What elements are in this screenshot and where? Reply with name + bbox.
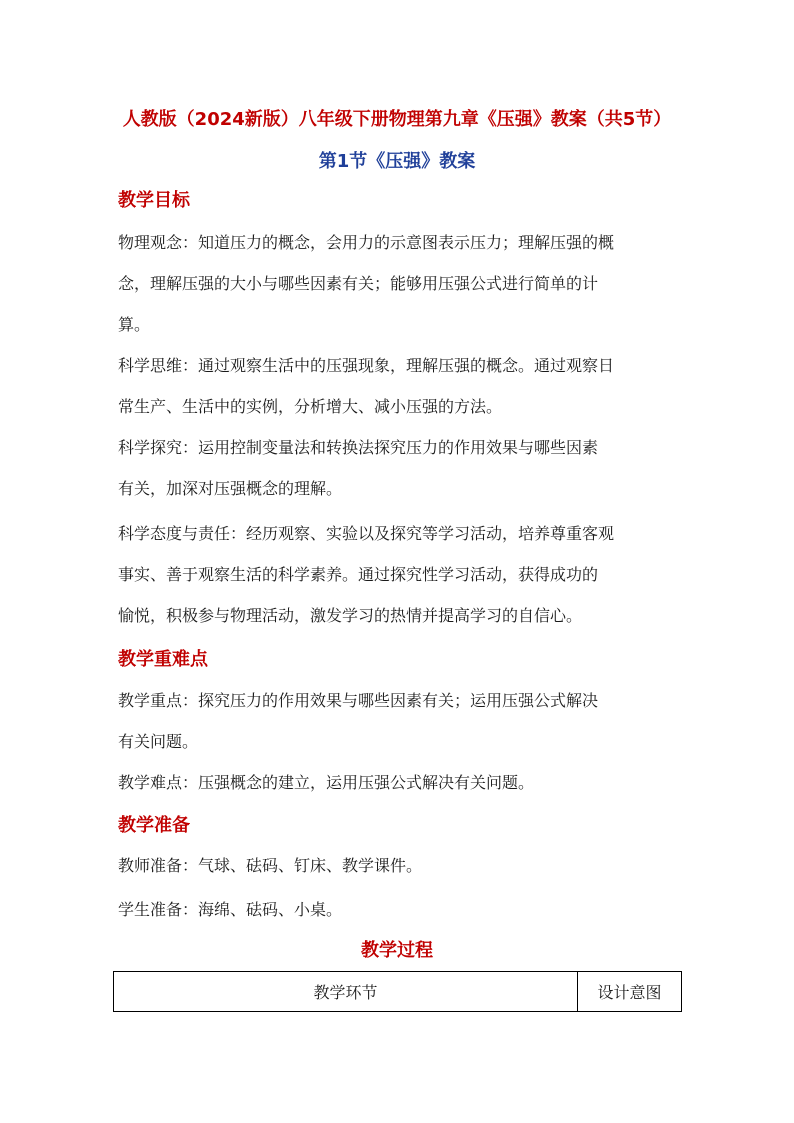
paragraph-scientific-inquiry bbox=[118, 427, 678, 509]
process-table bbox=[113, 971, 682, 1012]
text-line: 科学探究：运用控制变量法和转换法探究压力的作用效果与哪些因素 bbox=[118, 438, 599, 457]
text-line: 愉悦，积极参与物理活动，激发学习的热情并提高学习的自信心。 bbox=[118, 606, 583, 625]
paragraph-student-preparation bbox=[118, 889, 678, 930]
paragraph-scientific-thinking bbox=[118, 345, 678, 427]
text-line: 科学思维：通过观察生活中的压强现象，理解压强的概念。通过观察日 bbox=[118, 356, 615, 375]
heading-objectives: 教学目标 bbox=[118, 190, 190, 211]
column-header-design-intent: 设计意图 bbox=[578, 972, 682, 1012]
paragraph-key-focus bbox=[118, 680, 678, 762]
text-line: 有关，加深对压强概念的理解。 bbox=[118, 479, 343, 498]
text-line: 念，理解压强的大小与哪些因素有关；能够用压强公式进行简单的计 bbox=[118, 274, 599, 293]
column-header-teaching-step: 教学环节 bbox=[114, 972, 578, 1012]
table-header-row bbox=[114, 972, 682, 1012]
text-line: 物理观念：知道压力的概念，会用力的示意图表示压力；理解压强的概 bbox=[118, 233, 615, 252]
text-line: 教学难点：压强概念的建立，运用压强公式解决有关问题。 bbox=[118, 773, 535, 792]
text-line: 有关问题。 bbox=[118, 732, 199, 751]
heading-process: 教学过程 bbox=[361, 940, 433, 961]
paragraph-attitude-responsibility bbox=[118, 513, 678, 636]
paragraph-physics-concept bbox=[118, 222, 678, 345]
text-line: 教师准备：气球、砝码、钉床、教学课件。 bbox=[118, 856, 423, 875]
document-title: 人教版（2024新版）八年级下册物理第九章《压强》教案（共5节） bbox=[122, 109, 672, 130]
paragraph-key-difficulty bbox=[118, 762, 678, 803]
text-line: 常生产、生活中的实例，分析增大、减小压强的方法。 bbox=[118, 397, 503, 416]
heading-key-points: 教学重难点 bbox=[118, 649, 208, 670]
text-line: 算。 bbox=[118, 315, 151, 334]
text-line: 教学重点：探究压力的作用效果与哪些因素有关；运用压强公式解决 bbox=[118, 691, 599, 710]
text-line: 事实、善于观察生活的科学素养。通过探究性学习活动，获得成功的 bbox=[118, 565, 599, 584]
lesson-subtitle: 第1节《压强》教案 bbox=[318, 151, 476, 172]
heading-preparation: 教学准备 bbox=[118, 815, 190, 836]
text-line: 科学态度与责任：经历观察、实验以及探究等学习活动，培养尊重客观 bbox=[118, 524, 615, 543]
text-line: 学生准备：海绵、砝码、小桌。 bbox=[118, 900, 343, 919]
paragraph-teacher-preparation bbox=[118, 845, 678, 886]
